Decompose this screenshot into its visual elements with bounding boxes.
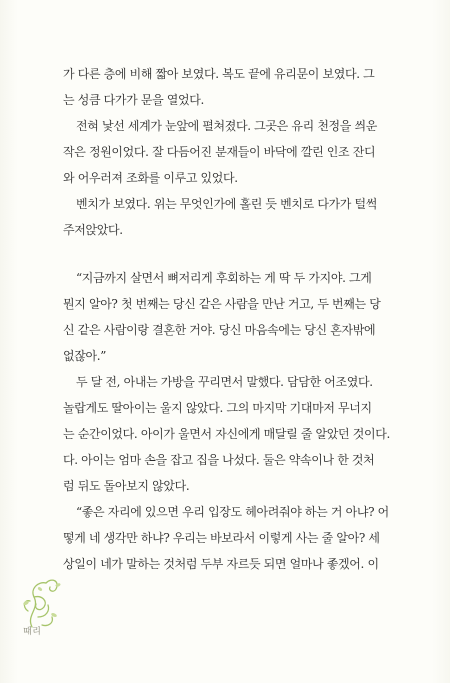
text-line: 신 같은 사람이랑 결혼한 거야. 당신 마음속에는 당신 혼자밖에 [63, 323, 376, 337]
text-line: 는 성큼 다가가 문을 열었다. [63, 93, 204, 107]
text-line: 놀랍게도 딸아이는 울지 않았다. 그의 마지막 기대마저 무너지 [63, 401, 372, 415]
paragraph [63, 369, 395, 499]
text-line: 와 어우러져 조화를 이루고 있었다. [63, 171, 238, 185]
paragraph [63, 265, 395, 369]
text-line: 럼 뒤도 돌아보지 않았다. [63, 479, 190, 493]
text-line: 가 다른 층에 비해 짧아 보였다. 복도 끝에 유리문이 보였다. 그 [63, 67, 375, 81]
text-line: 다. 아이는 엄마 손을 잡고 집을 나섰다. 둘은 약속이나 한 것처 [63, 453, 375, 467]
paragraph [63, 61, 395, 113]
text-line: 뭔지 알아? 첫 번째는 당신 같은 사람을 만난 거고, 두 번째는 당 [63, 297, 381, 311]
text-line: 벤치가 보였다. 위는 무엇인가에 홀린 듯 벤치로 다가가 털썩 [76, 197, 377, 211]
text-line: 작은 정원이었다. 잘 다듬어진 분재들이 바닥에 깔린 인조 잔디 [63, 145, 376, 159]
text-line: 떻게 네 생각만 하냐? 우리는 바보라서 이렇게 사는 줄 알아? 세 [63, 531, 380, 545]
text-block-bottom [63, 265, 395, 577]
text-block-top [63, 61, 395, 243]
text-line: 두 달 전, 아내는 가방을 꾸리면서 말했다. 담담한 어조였다. [76, 375, 373, 389]
paragraph [63, 499, 395, 577]
text-line: “지금까지 살면서 뼈저리게 후회하는 게 딱 두 가지야. 그게 [76, 271, 372, 285]
text-line: 전혀 낯선 세계가 눈앞에 펼쳐졌다. 그곳은 유리 천정을 씌운 [76, 119, 377, 133]
text-line: “좋은 자리에 있으면 우리 입장도 헤아려줘야 하는 거 아냐? 어 [76, 505, 389, 519]
page-number: 때리 [23, 627, 42, 637]
vine-ornament-icon [18, 567, 66, 631]
paragraph [63, 113, 395, 191]
paragraph [63, 191, 395, 243]
text-line: 주저앉았다. [63, 223, 123, 237]
text-line: 는 순간이었다. 아이가 울면서 자신에게 매달릴 줄 알았던 것이다. [63, 427, 390, 441]
text-line: 상일이 네가 말하는 것처럼 두부 자르듯 되면 얼마나 좋겠어. 이 [63, 557, 379, 571]
text-line: 없잖아.” [63, 349, 106, 363]
